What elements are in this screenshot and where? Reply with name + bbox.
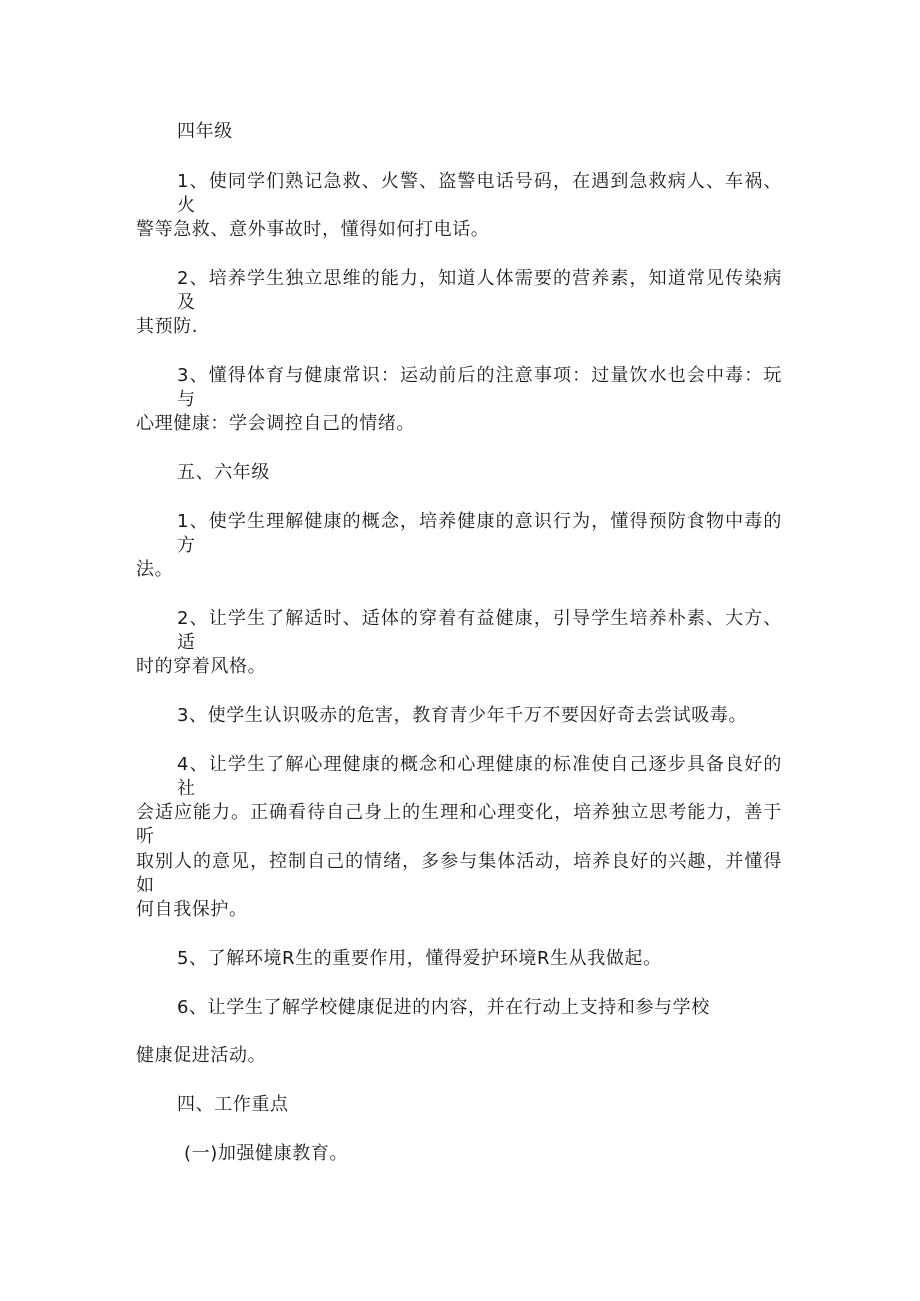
- paragraph-line: 3、使学生认识吸赤的危害，教育青少年千万不要因好奇去尝试吸毒。: [177, 705, 748, 726]
- paragraph-text: 2、让学生了解适时、适体的穿着有益健康，引导学生培养朴素、大方、适: [177, 608, 782, 653]
- paragraph-line: 健康促进活动。: [136, 1045, 267, 1066]
- paragraph-text: 取别人的意见，控制自己的情绪，多参与集体活动，培养良好的兴趣，并懂得如: [136, 851, 782, 896]
- paragraph-line: [136, 850, 782, 898]
- paragraph-text: 1、使学生理解健康的概念，培养健康的意识行为，懂得预防食物中毒的方: [177, 511, 782, 556]
- paragraph-line: [177, 607, 782, 655]
- paragraph-text: 3、懂得体育与健康常识：运动前后的注意事项：过量饮水也会中毒：玩与: [177, 365, 782, 410]
- paragraph-line: 何自我保护。: [136, 899, 248, 920]
- heading-grade-four: 四年级: [177, 121, 233, 142]
- paragraph-line: [177, 753, 782, 801]
- paragraph-line: 5、了解环境R生的重要作用，懂得爱护环境R生从我做起。: [177, 948, 662, 969]
- paragraph-line: 时的穿着风格。: [136, 656, 267, 677]
- paragraph-line: [136, 801, 782, 849]
- paragraph-line: 法。: [136, 559, 174, 580]
- paragraph-line: 其预防.: [136, 316, 199, 337]
- paragraph-text: 1、使同学们熟记急救、火警、盗警电话号码，在遇到急救病人、车祸、火: [177, 171, 782, 216]
- heading-work-focus: 四、工作重点: [177, 1094, 289, 1115]
- paragraph-line: [177, 170, 782, 218]
- paragraph-line: [177, 364, 782, 412]
- paragraph-text: 4、让学生了解心理健康的概念和心理健康的标准使自己逐步具备良好的社: [177, 754, 782, 799]
- paragraph-line: 心理健康：学会调控自己的情绪。: [136, 413, 415, 434]
- paragraph-line: 6、让学生了解学校健康促进的内容，并在行动上支持和参与学校: [177, 997, 710, 1018]
- paragraph-text: 会适应能力。正确看待自己身上的生理和心理变化，培养独立思考能力，善于听: [136, 802, 782, 847]
- paragraph-line: [177, 510, 782, 558]
- paragraph-line: 警等急救、意外事故时，懂得如何打电话。: [136, 219, 490, 240]
- paragraph-text: 2、培养学生独立思维的能力，知道人体需要的营养素，知道常见传染病及: [177, 268, 782, 313]
- subheading-health-education: (一)加强健康教育。: [184, 1143, 349, 1164]
- heading-grade-five-six: 五、六年级: [177, 462, 270, 483]
- paragraph-line: [177, 267, 782, 315]
